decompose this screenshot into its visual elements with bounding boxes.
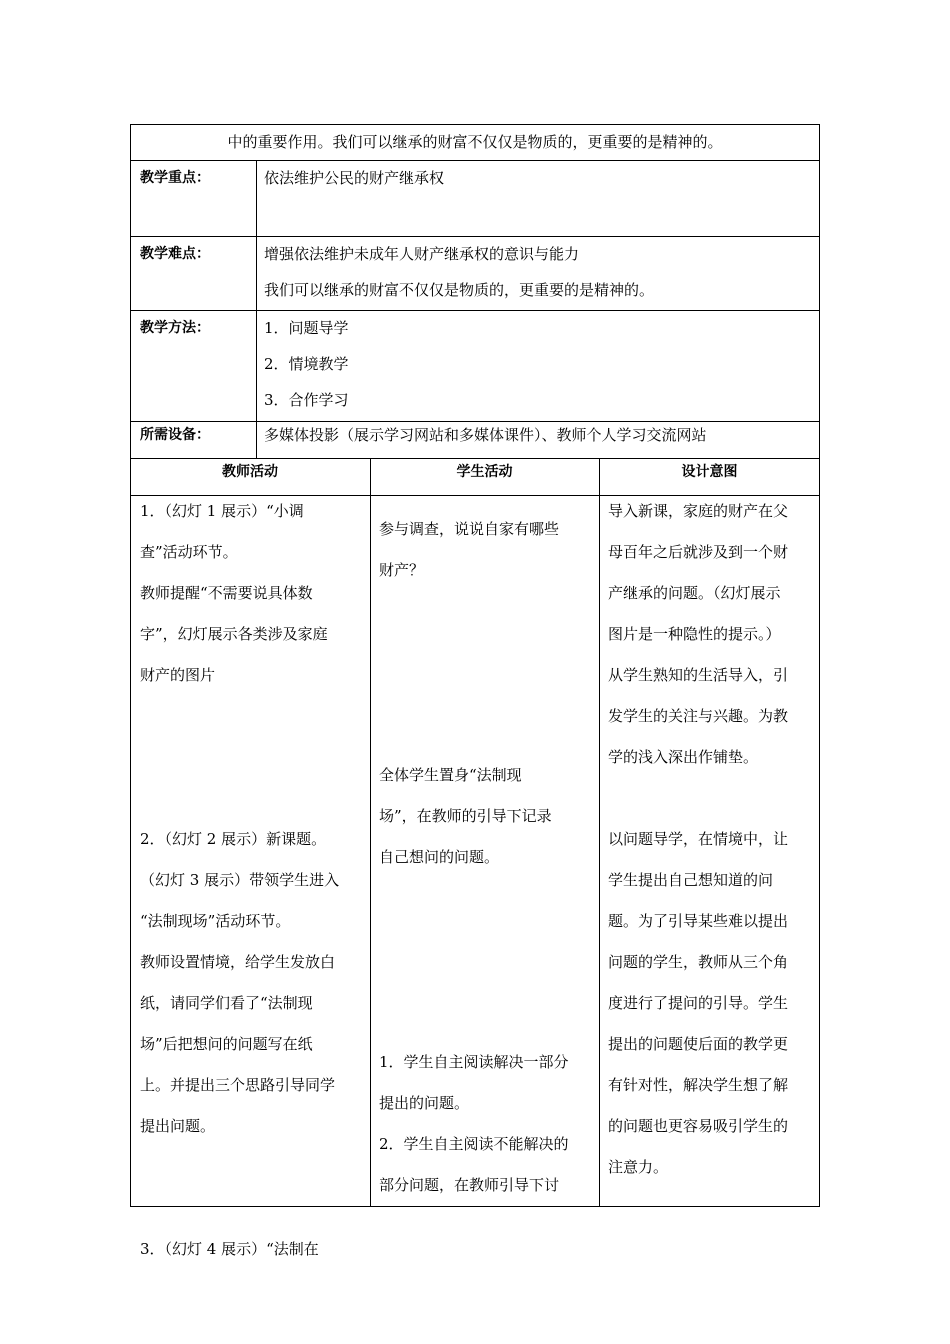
design-intent-line: 图片是一种隐性的提示。） — [608, 625, 781, 643]
design-intent-line: 有针对性，解决学生想了解 — [608, 1076, 789, 1094]
student-activity-line: 2．学生自主阅读不能解决的 — [379, 1135, 569, 1153]
student-activity-line: 场”，在教师的引导下记录 — [379, 807, 552, 825]
teacher-activity-line: 查”活动环节。 — [140, 543, 238, 561]
design-intent-line: 度进行了提问的引导。学生 — [608, 994, 789, 1012]
header-teacher-activity: 教师活动 — [222, 464, 278, 480]
teacher-activity-line: 纸，请同学们看了“法制现 — [140, 994, 313, 1012]
design-intent-line: 问题的学生，教师从三个角 — [608, 953, 789, 971]
teacher-activity-line: 2．（幻灯 2 展示）新课题。 — [140, 830, 327, 848]
equipment-line: 多媒体投影（展示学习网站和多媒体课件）、教师个人学习交流网站 — [264, 426, 707, 444]
student-activity-line: 自己想问的问题。 — [379, 848, 500, 866]
difficulty-line: 增强依法维护未成年人财产继承权的意识与能力 — [264, 245, 580, 263]
design-intent-column — [608, 491, 814, 1203]
key-point-label: 教学重点： — [140, 170, 210, 186]
difficulty-line: 我们可以继承的财富不仅仅是物质的，更重要的是精神的。 — [264, 281, 655, 299]
key-point-line: 依法维护公民的财产继承权 — [264, 169, 445, 187]
difficulty-content — [264, 236, 814, 308]
teacher-activity-line: 字”，幻灯展示各类涉及家庭 — [140, 625, 328, 643]
header-student-activity: 学生活动 — [456, 464, 513, 480]
student-activity-line — [379, 919, 593, 960]
method-item: 2．情境教学 — [264, 355, 349, 373]
design-intent-line: 提出的问题使后面的教学更 — [608, 1035, 789, 1053]
method-item: 3．合作学习 — [264, 391, 349, 409]
teacher-activity-line: 教师提醒“不需要说具体数 — [140, 584, 313, 602]
student-activity-line: 提出的问题。 — [379, 1094, 470, 1112]
methods-content — [264, 310, 814, 418]
student-activity-line — [379, 878, 593, 919]
student-activity-line — [379, 714, 593, 755]
teacher-activity-line: 场”后把想问的问题写在纸 — [140, 1035, 313, 1053]
column-divider — [256, 160, 257, 458]
teacher-activity-line: （幻灯 3 展示）带领学生进入 — [140, 871, 340, 889]
design-intent-line: 题。为了引导某些难以提出 — [608, 912, 789, 930]
header-design-intent: 设计意图 — [681, 464, 738, 480]
design-intent-line: 学生提出自己想知道的问 — [608, 871, 774, 889]
teacher-activity-line — [140, 696, 364, 737]
equipment-content — [264, 421, 814, 449]
key-point-content — [264, 160, 814, 196]
student-activity-line: 参与调查，说说自家有哪些 — [379, 520, 560, 538]
intro-text: 中的重要作用。我们可以继承的财富不仅仅是物质的，更重要的是精神的。 — [227, 133, 723, 151]
equipment-label: 所需设备： — [140, 427, 210, 443]
student-activity-line: 1．学生自主阅读解决一部分 — [379, 1053, 569, 1071]
student-activity-line — [379, 960, 593, 1001]
design-intent-line — [608, 778, 814, 819]
design-intent-line: 发学生的关注与兴趣。为教 — [608, 707, 789, 725]
student-activity-line — [379, 632, 593, 673]
intro-row — [130, 124, 820, 160]
teacher-activity-line — [140, 737, 364, 778]
teacher-activity-line: “法制现场”活动环节。 — [140, 912, 291, 930]
teacher-activity-column — [140, 491, 364, 1258]
teacher-activity-line: 3．（幻灯 4 展示）“法制在 — [140, 1240, 319, 1258]
student-activity-line: 全体学生置身“法制现 — [379, 766, 522, 784]
design-intent-line: 产继承的问题。（幻灯展示 — [608, 584, 781, 602]
methods-label: 教学方法： — [140, 320, 210, 336]
student-activity-line: 部分问题，在教师引导下讨 — [379, 1176, 560, 1194]
design-intent-line: 的问题也更容易吸引学生的 — [608, 1117, 789, 1135]
design-intent-line: 从学生熟知的生活导入，引 — [608, 666, 789, 684]
teacher-activity-line: 财产的图片 — [140, 666, 216, 684]
column-divider — [370, 458, 371, 1207]
student-activity-line: 财产？ — [379, 561, 425, 579]
teacher-activity-line: 1．（幻灯 1 展示）“小调 — [140, 502, 304, 520]
design-intent-line: 注意力。 — [608, 1158, 669, 1176]
difficulty-label: 教学难点： — [140, 246, 210, 262]
teacher-activity-line: 提出问题。 — [140, 1117, 216, 1135]
student-activity-line — [379, 591, 593, 632]
method-item: 1．问题导学 — [264, 319, 349, 337]
teacher-activity-line — [140, 1188, 364, 1229]
student-activity-line — [379, 1001, 593, 1042]
teacher-activity-line — [140, 1147, 364, 1188]
column-divider — [599, 458, 600, 1207]
teacher-activity-line — [140, 778, 364, 819]
design-intent-line: 导入新课，家庭的财产在父 — [608, 502, 789, 520]
design-intent-line: 以问题导学，在情境中，让 — [608, 830, 789, 848]
teacher-activity-line: 教师设置情境，给学生发放白 — [140, 953, 336, 971]
student-activity-line — [379, 673, 593, 714]
teacher-activity-line: 上。并提出三个思路引导同学 — [140, 1076, 336, 1094]
design-intent-line: 母百年之后就涉及到一个财 — [608, 543, 789, 561]
student-activity-column — [379, 509, 593, 1203]
design-intent-line: 学的浅入深出作铺垫。 — [608, 748, 759, 766]
